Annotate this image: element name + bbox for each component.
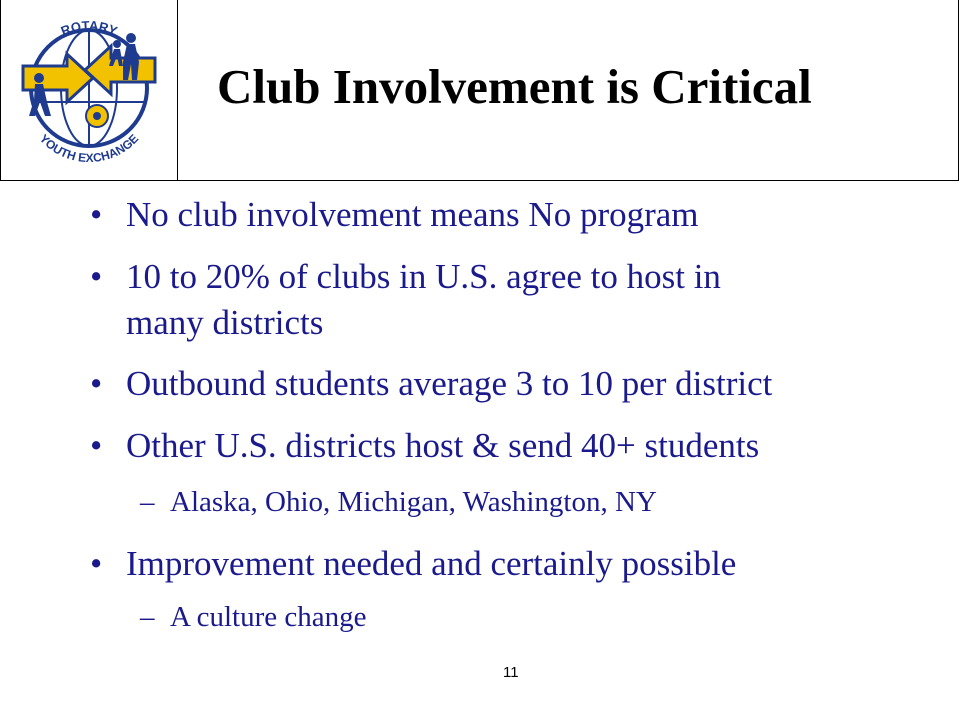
bullet-item (90, 366, 772, 401)
bullet-text: A culture change (170, 601, 367, 633)
bullet-item (90, 197, 699, 232)
bullet-item-continuation (90, 305, 323, 340)
sub-bullet-item (140, 603, 366, 632)
logo-top-text: ROTARY (58, 17, 120, 39)
bullet-marker: • (90, 195, 103, 234)
bullet-text: many districts (126, 303, 324, 342)
sub-bullet-item (140, 488, 657, 517)
bullet-item (90, 546, 736, 581)
bullet-marker: • (90, 257, 103, 296)
bullet-text: Outbound students average 3 to 10 per district (126, 364, 773, 403)
bullet-text: Other U.S. districts host & send 40+ students (126, 426, 760, 465)
bullet-marker: – (140, 486, 155, 518)
bullet-item (90, 259, 721, 294)
bullet-item (90, 428, 759, 463)
bullet-text: 10 to 20% of clubs in U.S. agree to host in (126, 257, 721, 296)
bullet-text: Alaska, Ohio, Michigan, Washington, NY (170, 486, 657, 518)
bullet-marker: • (90, 364, 103, 403)
page-number: 11 (503, 664, 519, 681)
bullet-marker: • (90, 426, 103, 465)
bullet-marker: • (90, 544, 103, 583)
bullet-text: Improvement needed and certainly possible (126, 544, 737, 583)
slide-title: Club Involvement is Critical (217, 59, 812, 114)
logo-bottom-text: YOUTH EXCHANGE (36, 131, 142, 166)
bullet-marker: – (140, 601, 155, 633)
bullet-text: No club involvement means No program (126, 195, 699, 234)
